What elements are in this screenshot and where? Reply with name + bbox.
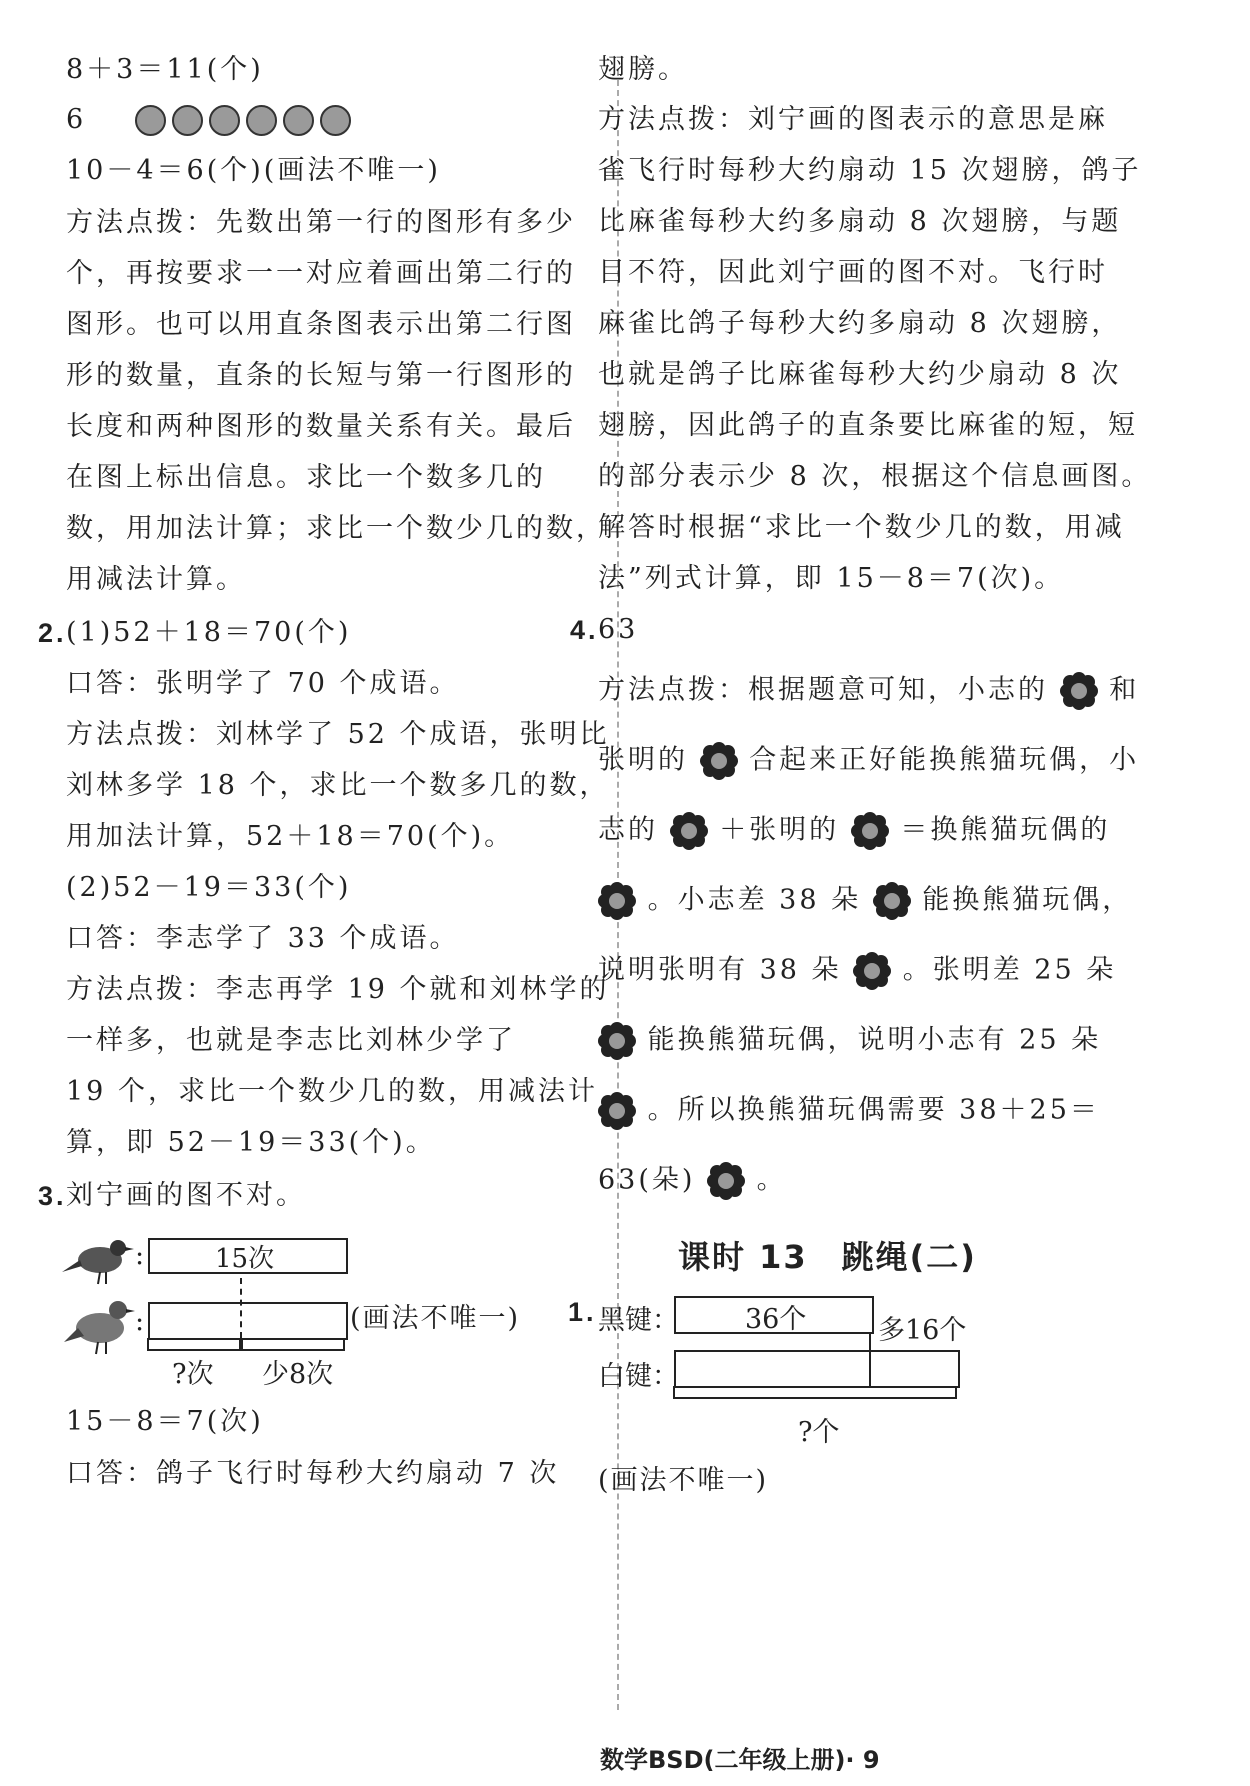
text-line: 麻雀比鸽子每秒大约多扇动 8 次翅膀， [598, 308, 1122, 339]
flower-icon [1060, 672, 1098, 710]
white-key-label: 白键： [598, 1361, 679, 1392]
question-number: 4. [570, 615, 599, 645]
text-line: 刘宁画的图不对。 [66, 1180, 306, 1211]
text-line: 说明张明有 38 朵 。张明差 25 朵 [598, 952, 1116, 990]
text-line: 解答时根据“求比一个数少几的数，用减 [598, 512, 1125, 543]
text-line: 比麻雀每秒大约多扇动 8 次翅膀，与题 [598, 206, 1122, 237]
text-line: 用减法计算。 [66, 564, 246, 595]
text-line: 雀飞行时每秒大约扇动 15 次翅膀，鸽子 [598, 155, 1142, 186]
gray-circle-icon [246, 105, 277, 136]
draw-note: (画法不唯一) [598, 1465, 769, 1496]
page-footer: 数学BSD(二年级上册)· 9 [600, 1746, 880, 1774]
text-line: 方法点拨：刘林学了 52 个成语，张明比 [66, 719, 610, 750]
black-key-bar-label: 36个 [745, 1304, 807, 1335]
text-line: 19 个，求比一个数少几的数，用减法计 [66, 1076, 598, 1107]
flower-icon [707, 1162, 745, 1200]
flower-icon [598, 882, 636, 920]
white-key-bar [674, 1350, 960, 1388]
text-line: 翅膀。 [598, 54, 688, 85]
text-line: 也就是鸽子比麻雀每秒大约少扇动 8 次 [598, 359, 1122, 390]
text-line: 算，即 52－19＝33(个)。 [66, 1127, 436, 1158]
gray-circle-icon [135, 105, 166, 136]
text-line: 口答：鸽子飞行时每秒大约扇动 7 次 [66, 1458, 560, 1489]
text-line: 形的数量，直条的长短与第一行图形的 [66, 360, 576, 391]
flower-icon [873, 882, 911, 920]
text-line: 张明的 合起来正好能换熊猫玩偶，小 [598, 742, 1139, 780]
brace-lines [672, 1384, 960, 1406]
extra-segment [871, 1350, 956, 1352]
flower-icon [851, 812, 889, 850]
text-line: 63(朵) 。 [598, 1162, 787, 1200]
text-line: 刘林多学 18 个，求比一个数多几的数， [66, 770, 610, 801]
pigeon-icon [62, 1292, 137, 1357]
text-line: 。小志差 38 朵 能换熊猫玩偶， [598, 882, 1132, 920]
text-line: 图形。也可以用直条图表示出第二行图 [66, 309, 576, 340]
flower-icon [700, 742, 738, 780]
text-line: 10－4＝6(个)(画法不唯一) [66, 155, 441, 186]
unknown-label: ?次 [172, 1359, 214, 1390]
text-line: (2)52－19＝33(个) [66, 872, 352, 903]
question-number: 2. [38, 618, 67, 648]
text-line: 的部分表示少 8 次，根据这个信息画图。 [598, 461, 1152, 492]
bar-divider [240, 1278, 242, 1338]
count-label: 6 [66, 104, 87, 135]
text-line: 口答：李志学了 33 个成语。 [66, 923, 460, 954]
answer: 63 [598, 614, 639, 645]
question-number: 1. [568, 1297, 597, 1327]
section-heading: 课时 13 跳绳(二) [678, 1238, 977, 1276]
text-line: 法”列式计算，即 15－8＝7(次)。 [598, 563, 1065, 594]
gray-circle-icon [320, 105, 351, 136]
colon-label: : [135, 1306, 145, 1337]
more-label: 多16个 [878, 1315, 967, 1346]
text-line: (1)52＋18＝70(个) [66, 617, 352, 648]
less-label: 少8次 [262, 1359, 334, 1390]
flower-icon [598, 1022, 636, 1060]
colon-label: : [135, 1240, 145, 1271]
gray-circle-icon [283, 105, 314, 136]
unknown-label: ?个 [798, 1417, 840, 1448]
text-line: 一样多，也就是李志比刘林少学了 [66, 1025, 516, 1056]
gray-circle-icon [172, 105, 203, 136]
text-line: 方法点拨：根据题意可知，小志的 和 [598, 672, 1139, 710]
bar-divider [869, 1332, 871, 1386]
text-line: 能换熊猫玩偶，说明小志有 25 朵 [598, 1022, 1101, 1060]
text-line: 方法点拨：刘宁画的图表示的意思是麻 [598, 104, 1108, 135]
pigeon-bar [148, 1302, 348, 1340]
flower-icon [853, 952, 891, 990]
text-line: 口答：张明学了 70 个成语。 [66, 668, 460, 699]
sparrow-icon [60, 1232, 135, 1287]
question-number: 3. [38, 1181, 67, 1211]
sparrow-bar-label: 15次 [215, 1244, 275, 1274]
text-line: 15－8＝7(次) [66, 1406, 264, 1437]
gray-circle-icon [209, 105, 240, 136]
circles-row [66, 102, 357, 138]
text-line: 方法点拨：李志再学 19 个就和刘林学的 [66, 974, 610, 1005]
text-line: 志的 ＋张明的 ＝换熊猫玩偶的 [598, 812, 1110, 850]
text-line: 翅膀，因此鸽子的直条要比麻雀的短，短 [598, 410, 1138, 441]
text-line: 数，用加法计算；求比一个数少几的数， [66, 513, 606, 544]
text-line: 8＋3＝11(个) [66, 54, 264, 85]
text-line: 个，再按要求一一对应着画出第二行的 [66, 258, 576, 289]
text-line: 方法点拨：先数出第一行的图形有多少 [66, 207, 576, 238]
text-line: 目不符，因此刘宁画的图不对。飞行时 [598, 257, 1108, 288]
flower-icon [670, 812, 708, 850]
text-line: 长度和两种图形的数量关系有关。最后 [66, 411, 576, 442]
text-line: 用加法计算，52＋18＝70(个)。 [66, 821, 515, 852]
text-line: 。所以换熊猫玩偶需要 38＋25＝ [598, 1092, 1100, 1130]
flower-icon [598, 1092, 636, 1130]
black-key-label: 黑键： [598, 1305, 679, 1336]
text-line: 在图上标出信息。求比一个数多几的 [66, 462, 546, 493]
draw-note: (画法不唯一) [350, 1303, 521, 1334]
